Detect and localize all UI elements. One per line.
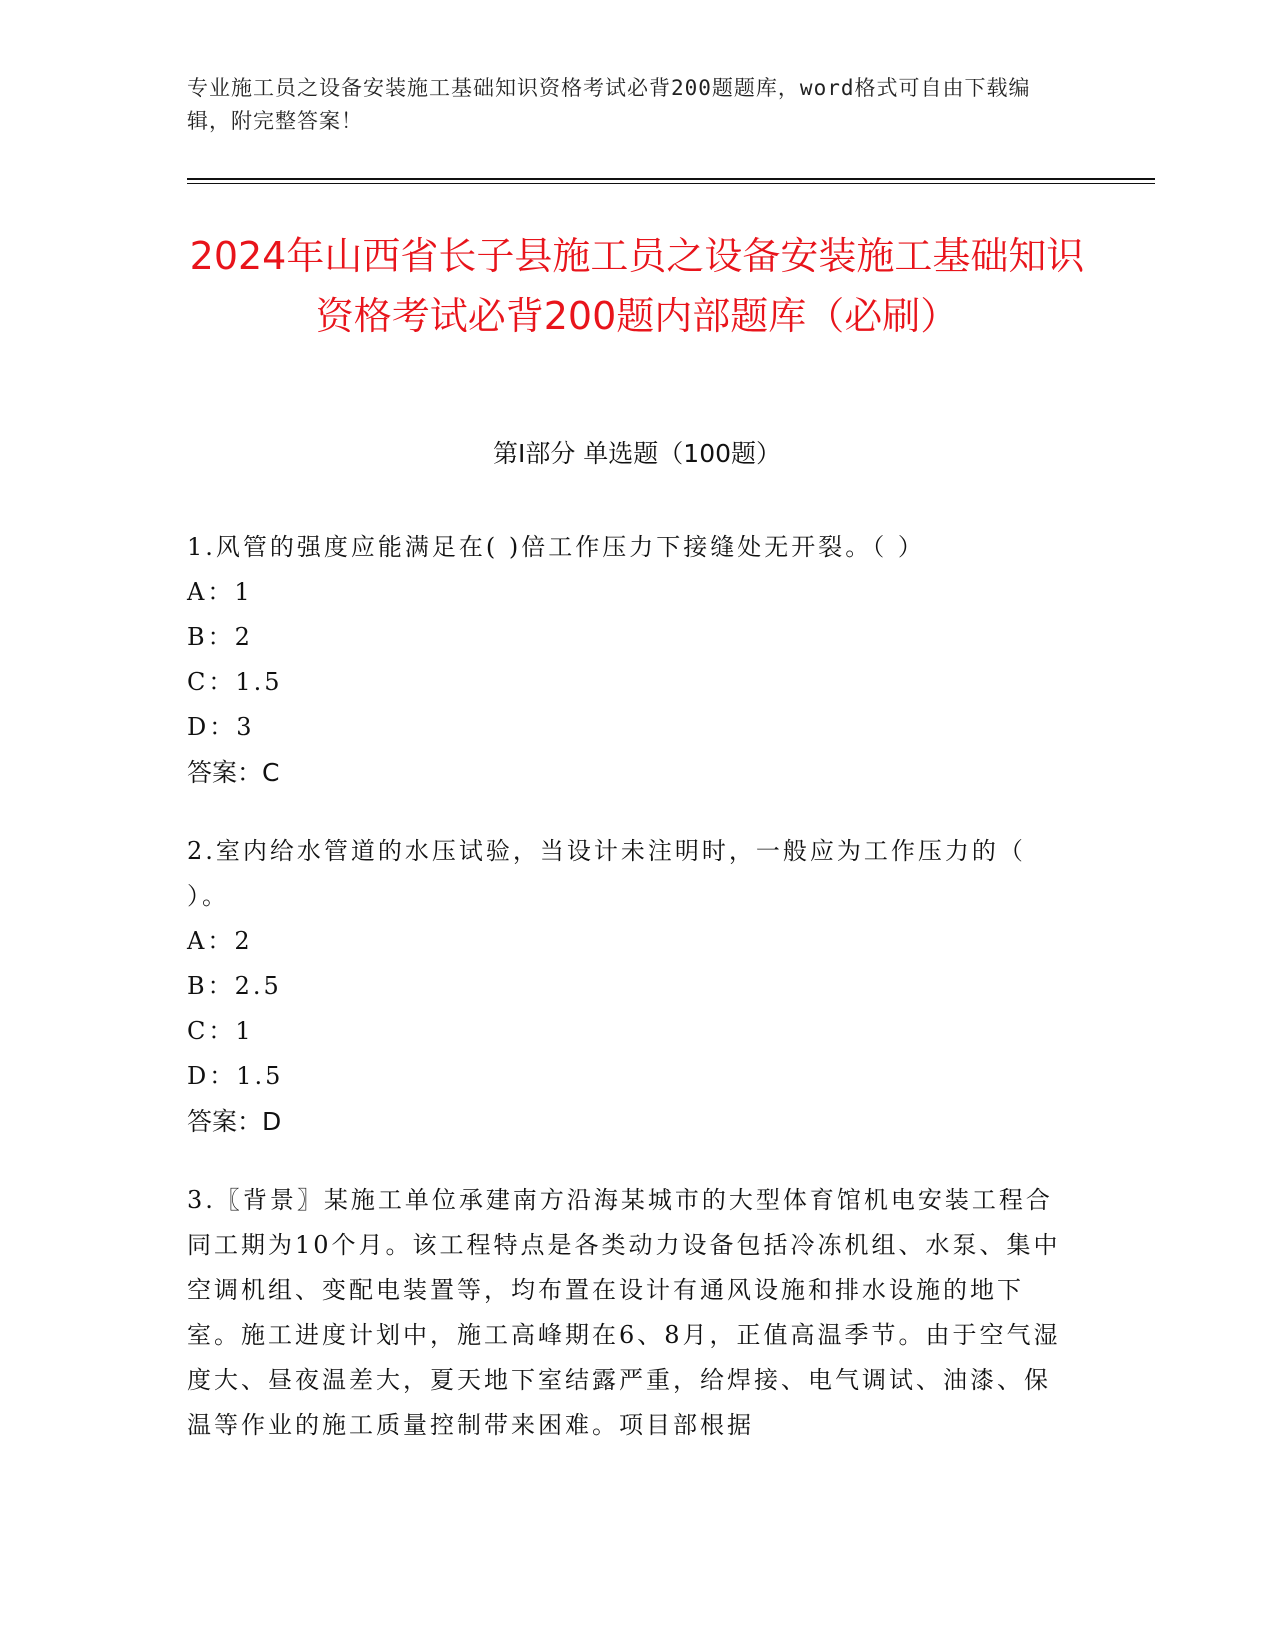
option-a: A：2 xyxy=(187,927,253,955)
section-title: 第Ⅰ部分 单选题（100题） xyxy=(492,439,782,468)
question-stem: 2.室内给水管道的水压试验，当设计未注明时，一般应为工作压力的（ ）。 xyxy=(187,837,1026,910)
question-2 xyxy=(187,829,1072,1144)
question-1 xyxy=(187,525,1072,795)
option-b: B：2.5 xyxy=(187,972,282,1000)
question-3 xyxy=(187,1178,1072,1448)
header-note: 专业施工员之设备安装施工基础知识资格考试必背200题题库，word格式可自由下载编辑，附完整答案！ xyxy=(187,76,1031,133)
option-b: B：2 xyxy=(187,623,253,651)
option-d: D：1.5 xyxy=(187,1062,284,1090)
question-stem: 1.风管的强度应能满足在( )倍工作压力下接缝处无开裂。（ ） xyxy=(187,533,925,561)
option-c: C：1 xyxy=(187,1017,254,1045)
document-title: 2024年山西省长子县施工员之设备安装施工基础知识资格考试必背200题内部题库（必刷） xyxy=(189,234,1085,338)
question-list xyxy=(187,525,1072,1482)
question-stem: 3.〖背景〗某施工单位承建南方沿海某城市的大型体育馆机电安装工程合同工期为10个月。该工程特点是各类动力设备包括冷冻机组、水泵、集中空调机组、变配电装置等，均布置在设计有通风设施和排水设施的地下室。施工进度计划中，施工高峰期在6、8月，正值高温季节。由于空气湿度大、昼夜温差大，夏天地下室结露严重，给焊接、电气调试、油漆、保温等作业的施工质量控制带来困难。项目部根据 xyxy=(187,1186,1061,1439)
header-divider-thin xyxy=(187,183,1155,184)
option-c: C：1.5 xyxy=(187,668,283,696)
option-d: D：3 xyxy=(187,713,255,741)
header-divider-thick xyxy=(187,178,1155,180)
answer: 答案：C xyxy=(187,758,280,787)
answer: 答案：D xyxy=(187,1107,282,1136)
option-a: A：1 xyxy=(187,578,253,606)
